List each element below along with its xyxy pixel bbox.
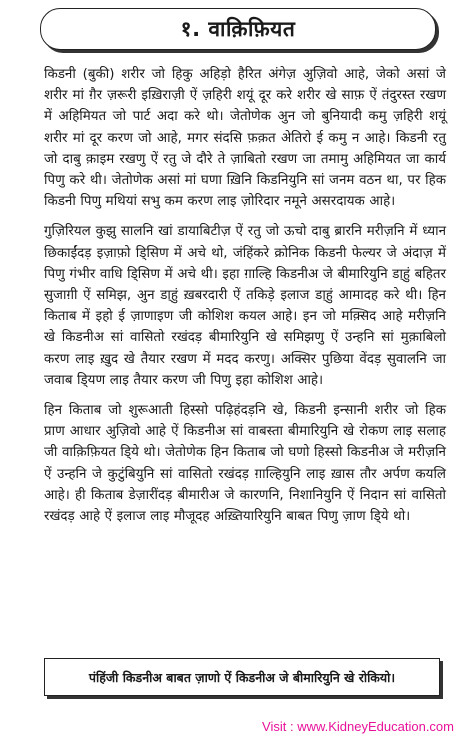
- footer-website-link[interactable]: Visit : www.KidneyEducation.com: [262, 719, 454, 734]
- key-message: पंहिंजी किडनीअ बाबत ज़ाणो ऐं किडनीअ जे बीमारियुनि खे रोकियो।: [88, 669, 396, 685]
- body-content: [44, 64, 446, 536]
- paragraph-2: गुज़िरियल कुझु सालनि खां डायाबिटीज़ ऐं रतु जो ऊचो दाबु ब्रारनि मरीज़नि में ध्यान छिकाईंदड़ इज़ाफ़ो डि्सिण में अचे थो, जंहिंकरे क्रोनिक किडनी फेल्यर जे अंदाज़ में पिणु गंभीर वाधि डि्सिण में अचे थी। इहा ग़ाल्हि किडनीअ जे बीमारियुनि डा्हुं बहितर सुजाग़ी ऐं समिझ, अुन डा्हुं ख़बरदारी ऐं तकिड़े इलाज डा्हुं आमादह करे थी। हिन किताब में इहो ई ज़ाणाइण जी कोशिश कयल आहे। इन जो मक़्सिद आहे मरीज़नि खे किडनीअ सां वासितो रखंदड़ बीमारियुनि खे समिझणु ऐं उन्हनि सां मुक़ाबिलो करण लाइ ख़ुद खे तैयार रखण में मदद करणु। अक्सिर पुछिया वेंदड़ सुवालनि जा जवाब डि्यण लाइ तैयार करण जी पिणु इहा कोशिश आहे।: [44, 224, 446, 388]
- paragraph-3: हिन किताब जो शुरूआती हिस्सो पढ़िहंदड़नि खे, किडनी इन्सानी शरीर जो हिक प्राण आधार अुज़िवो आहे ऐं किडनीअ सां वाबस्ता बीमारियुनि खे रोकण लाइ सलाह जी वाक़िफ़ियत डि्ये थो। जेतोणेक हिन किताब जो घणो हिस्सो किडनीअ जे मरीज़नि ऐं उन्हनि जे कुटुंबियुनि सां वासितो रखंदड़ ग़ाल्हियुनि लाइ ख़ास तौर अर्पण कयलि आहे। ही किताब डेज़ारींदड़ बीमारीअ जे कारणनि, निशानियुनि ऐं निदान सां वासितो रखंदड़ आहे ऐं इलाज लाइ मौजूदह अख़्तियारियुनि बाबत पिणु ज़ाण डि्ये थो।: [44, 403, 446, 525]
- chapter-title: १. वाक़िफ़ियत: [180, 17, 296, 41]
- chapter-title-box: [40, 8, 436, 50]
- paragraph-1: किडनी (बुकी) शरीर जो हिकु अहिड़ो हैरित अंगेज़ अुज़िवो आहे, जेको असां जे शरीर मां ग़ैर ज़रूरी इख़िराज़ी ऐं ज़हिरी शयूं दूर करे शरीर खे साफ़ ऐं तंदुरस्त रखण में अहिमियत जो पार्ट अदा करे थो। जेतोणेक अुन जो बुनियादी कमु ज़हिरी शयूं शरीर मां दूर करण जो आहे, मगर संदसि फ़क़त अेतिरो ई कमु न आहे। किडनी रतु जो दाबु क़ाइम रखणु ऐं रतु जे दौरे ते ज़ाबितो रखण जा तमामु अहिमियत जा कार्य पिणु करे थी। जेतोणेक असां मां घणा ख़िनि किडनियुनि सां जनम वठन था, पर हिक किडनी पिणु मथियां सभु कम करण लाइ ज़ोरिदार नमूने असरदायक आहे।: [44, 67, 446, 210]
- key-message-box: [44, 658, 440, 696]
